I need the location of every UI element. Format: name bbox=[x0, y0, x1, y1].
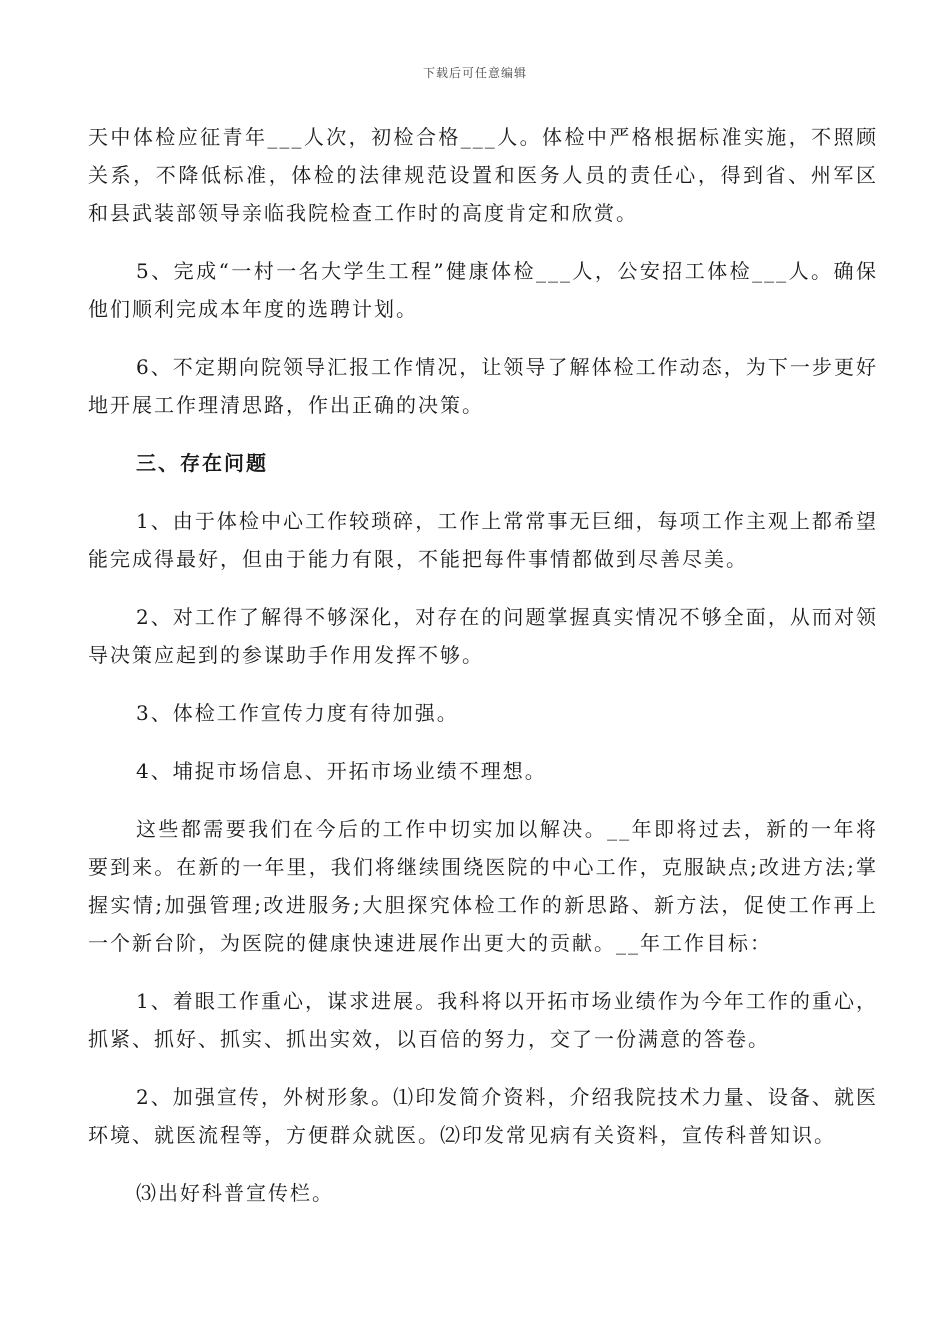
section-heading-problems: 三、存在问题 bbox=[136, 451, 268, 475]
paragraph-problem-3: 3、体检工作宣传力度有待加强。 bbox=[136, 701, 459, 725]
paragraph-item-6: 6、不定期向院领导汇报工作情况，让领导了解体检工作动态，为下一步更好地开展工作理清思路，作出正确的决策。 bbox=[88, 355, 878, 417]
page-header-note: 下载后可任意编辑 bbox=[422, 66, 527, 80]
paragraph-problem-4: 4、埔捉市场信息、开拓市场业绩不理想。 bbox=[136, 759, 547, 783]
paragraph-summary-goals: 这些都需要我们在今后的工作中切实加以解决。__年即将过去，新的一年将要到来。在新的一年里，我们将继续围绕医院的中心工作，克服缺点;改进方法;掌握实情;加强管理;改进服务;大胆探究体检工作的新思路、新方法，促使工作再上一个新台阶，为医院的健康快速进展作出更大的贡献。__年工作目标： bbox=[88, 817, 878, 955]
paragraph-goal-2: 2、加强宣传，外树形象。⑴印发简介资料，介绍我院技术力量、设备、就医环境、就医流程等，方便群众就医。⑵印发常见病有关资料，宣传科普知识。 bbox=[88, 1085, 878, 1147]
paragraph-problem-1: 1、由于体检中心工作较琐碎，工作上常常事无巨细，每项工作主观上都希望能完成得最好，但由于能力有限，不能把每件事情都做到尽善尽美。 bbox=[88, 509, 878, 571]
document-body bbox=[88, 118, 878, 1232]
paragraph-problem-2: 2、对工作了解得不够深化，对存在的问题掌握真实情况不够全面，从而对领导决策应起到的参谋助手作用发挥不够。 bbox=[88, 605, 878, 667]
paragraph-goal-1: 1、着眼工作重心，谋求进展。我科将以开拓市场业绩作为今年工作的重心，抓紧、抓好、抓实、抓出实效，以百倍的努力，交了一份满意的答卷。 bbox=[88, 989, 878, 1051]
paragraph-item-5: 5、完成“一村一名大学生工程”健康体检___人，公安招工体检___人。确保他们顺利完成本年度的选聘计划。 bbox=[88, 259, 878, 321]
paragraph-goal-2-sub-3: ⑶出好科普宣传栏。 bbox=[136, 1181, 334, 1205]
paragraph-recruit-exam: 天中体检应征青年___人次，初检合格___人。体检中严格根据标准实施，不照顾关系，不降低标准，体检的法律规范设置和医务人员的责任心，得到省、州军区和县武装部领导亲临我院检查工作时的高度肯定和欣赏。 bbox=[88, 125, 878, 225]
